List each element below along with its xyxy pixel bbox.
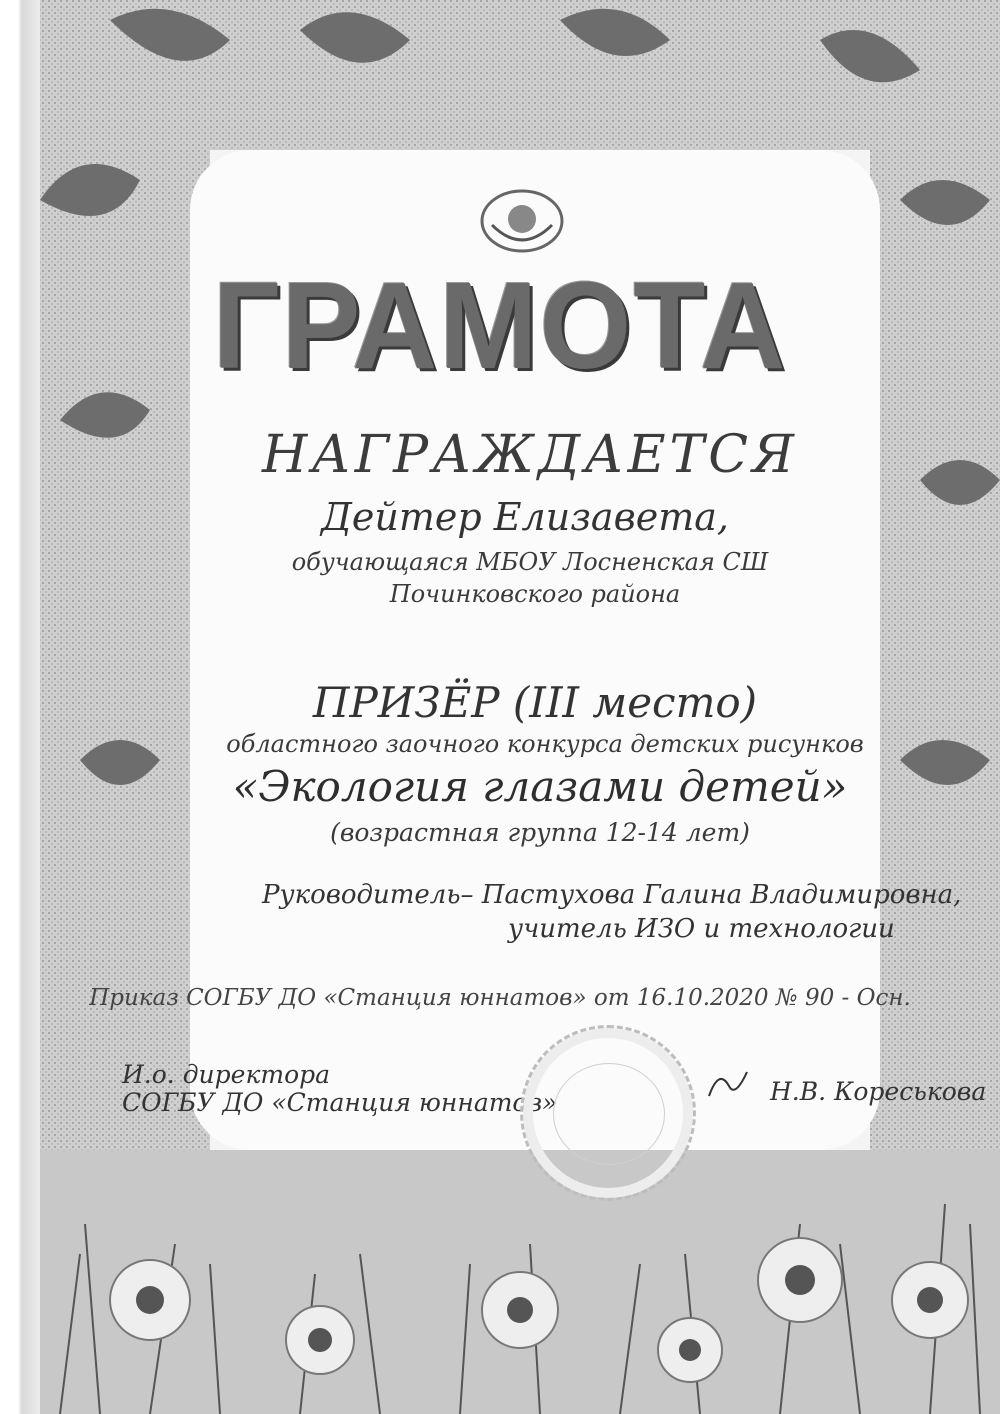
seal-stamp [520,1025,696,1201]
recipient-name: Дейтер Елизавета, [321,495,729,539]
order-reference: Приказ СОГБУ ДО «Станция юннатов» от 16.10.2020 № 90 - Осн. [89,985,911,1011]
contest-line: областного заочного конкурса детских рисунков [226,730,864,758]
signatory-name: Н.В. Кореськова [770,1077,987,1106]
contest-name: «Экология глазами детей» [232,762,848,811]
awarded-heading: НАГРАЖДАЕТСЯ [261,425,799,485]
prize-title: ПРИЗЁР (III место) [312,678,758,727]
leader-position: учитель ИЗО и технологии [508,914,895,944]
recipient-school: обучающаяся МБОУ Лосненская СШ [291,548,769,576]
age-group: (возрастная группа 12-14 лет) [330,818,750,847]
emblem-icon [472,185,572,261]
leader-name: Руководитель– Пастухова Галина Владимировна, [262,880,962,910]
recipient-district: Починковского района [389,580,681,608]
signature-mark [705,1068,751,1102]
certificate-title: ГРАМОТА [212,256,788,396]
signatory-organization: СОГБУ ДО «Станция юннатов» [122,1088,558,1117]
signatory-title: И.о. директора [122,1060,331,1089]
